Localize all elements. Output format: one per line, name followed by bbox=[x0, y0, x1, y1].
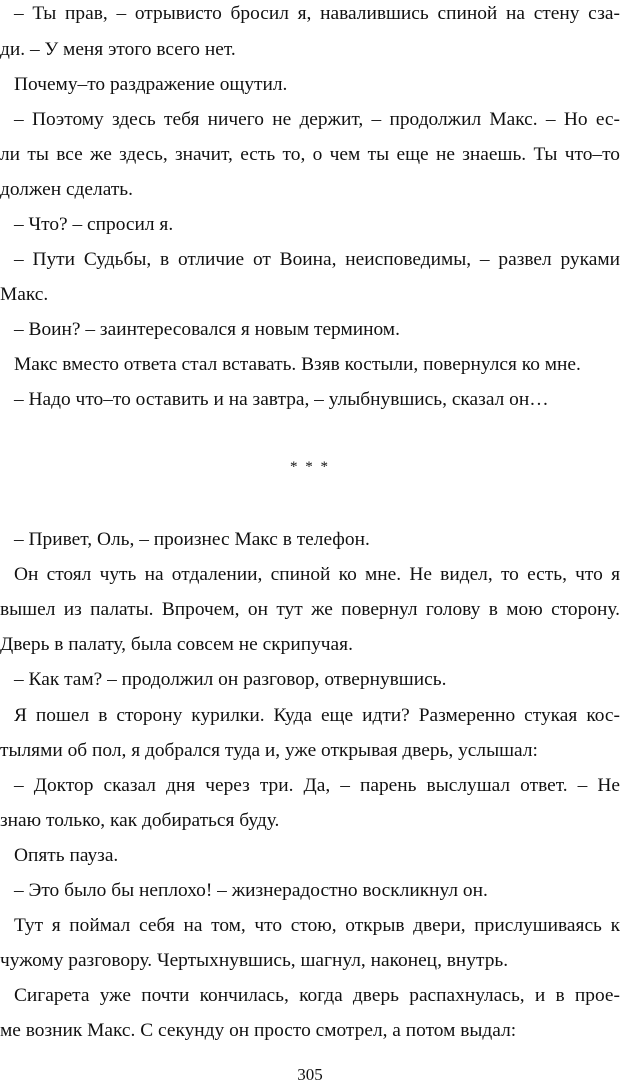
text-line: – Пути Судьбы, в отличие от Воина, неисповедимы, – развел руками bbox=[14, 249, 620, 270]
text-line: чужому разговору. Чертыхнувшись, шагнул, наконец, внутрь. bbox=[0, 950, 509, 971]
text-line: – Что? – спросил я. bbox=[14, 214, 174, 235]
text-line: ди. – У меня этого всего нет. bbox=[0, 39, 236, 60]
text-line: – Как там? – продолжил он разговор, отвернувшись. bbox=[14, 669, 447, 690]
text-line: Дверь в палату, была совсем не скрипучая. bbox=[0, 634, 353, 655]
text-line: – Это было бы неплохо! – жизнерадостно воскликнул он. bbox=[14, 880, 488, 901]
text-line: Тут я поймал себя на том, что стою, открыв двери, прислушиваясь к bbox=[14, 915, 620, 936]
text-line: ме возник Макс. С секунду он просто смотрел, а потом выдал: bbox=[0, 1020, 517, 1041]
text-line: – Доктор сказал дня через три. Да, – парень выслушал ответ. – Не bbox=[14, 775, 620, 796]
text-line: – Поэтому здесь тебя ничего не держит, – продолжил Макс. – Но ес- bbox=[14, 109, 620, 130]
text-line: – Ты прав, – отрывисто бросил я, навалившись спиной на стену сза- bbox=[14, 3, 620, 24]
text-line: – Надо что–то оставить и на завтра, – улыбнувшись, сказал он… bbox=[14, 389, 549, 410]
text-line: ли ты все же здесь, значит, есть то, о чем ты еще не знаешь. Ты что–то bbox=[0, 144, 620, 165]
text-line: должен сделать. bbox=[0, 179, 133, 200]
text-line: знаю только, как добираться буду. bbox=[0, 810, 280, 831]
text-line: вышел из палаты. Впрочем, он тут же повернул голову в мою сторону. bbox=[0, 599, 620, 620]
text-line: Он стоял чуть на отдалении, спиной ко мне. Не видел, то есть, что я bbox=[14, 564, 620, 585]
text-line: Я пошел в сторону курилки. Куда еще идти? Размеренно стукая кос- bbox=[14, 705, 620, 726]
text-line: – Воин? – заинтересовался я новым термином. bbox=[14, 319, 400, 340]
text-line: тылями об пол, я добрался туда и, уже открывая дверь, услышал: bbox=[0, 740, 538, 761]
scene-separator: * * * bbox=[290, 459, 330, 475]
text-line: Почему–то раздражение ощутил. bbox=[14, 74, 288, 95]
text-line: Опять пауза. bbox=[14, 845, 119, 866]
text-line: Сигарета уже почти кончилась, когда дверь распахнулась, и в прое- bbox=[14, 985, 620, 1006]
text-line: – Привет, Оль, – произнес Макс в телефон. bbox=[14, 529, 370, 550]
text-line: Макс вместо ответа стал вставать. Взяв костыли, повернулся ко мне. bbox=[14, 354, 581, 375]
page-number: 305 bbox=[297, 1065, 323, 1084]
text-line: Макс. bbox=[0, 284, 49, 305]
